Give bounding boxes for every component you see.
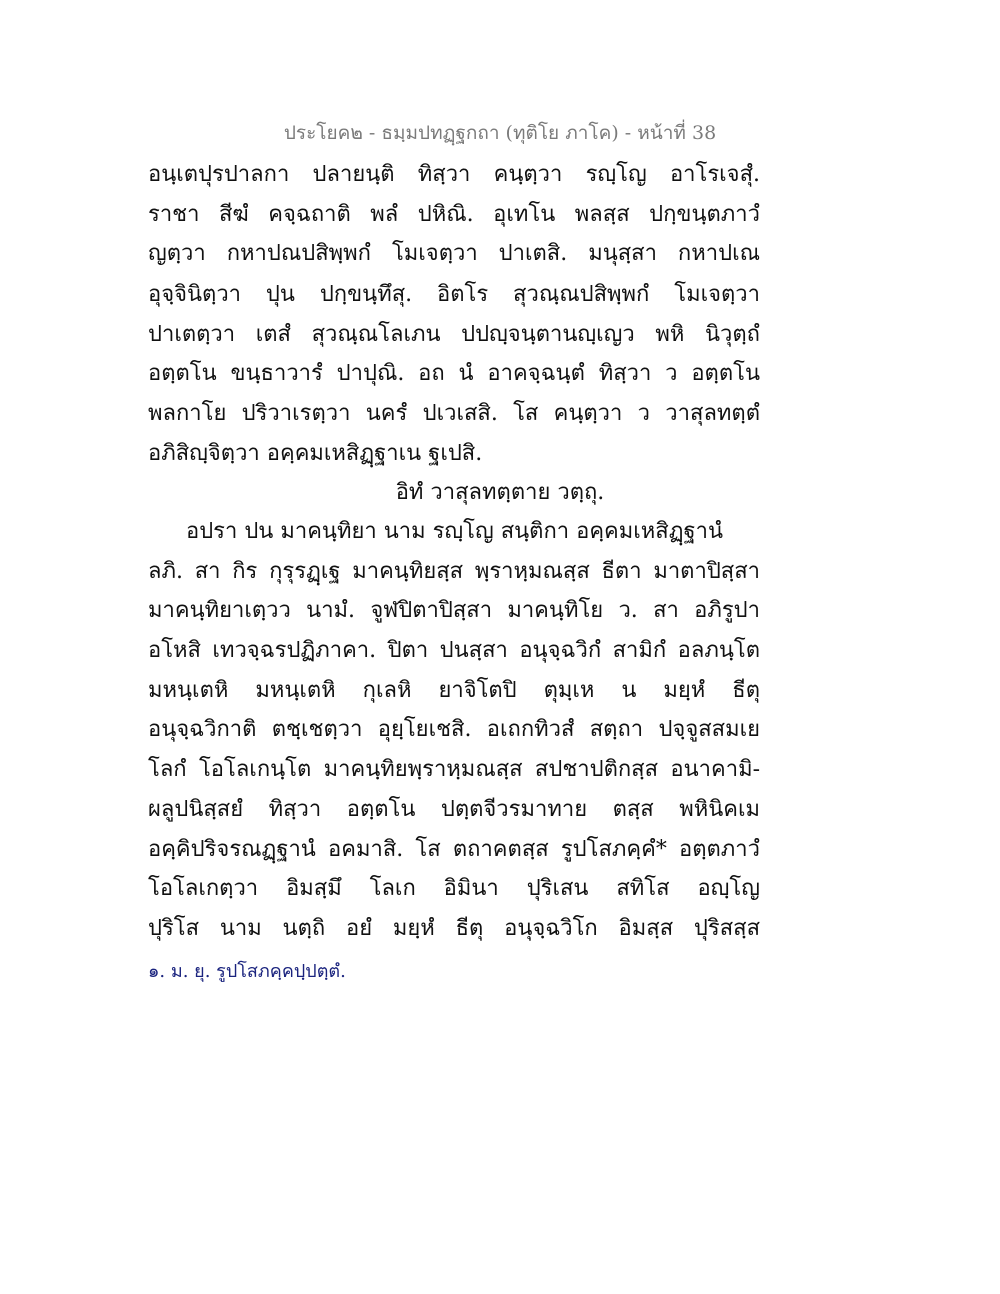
text-line-17: ผลูปนิสฺสยํ ทิสฺวา อตฺตโน ปตฺตจีวรมาทาย ตสฺส พหินิคเม (148, 797, 760, 822)
text-line-16: โลกํ โอโลเกนฺโต มาคนฺทิยพฺราหฺมณสฺส สปชาปติกสฺส อนาคามิ- (148, 757, 760, 782)
text-line-6: อตฺตโน ขนฺธาวารํ ปาปุณิ. อถ นํ อาคจฺฉนฺตํ ทิสฺวา ว อตฺตโน (148, 361, 760, 386)
section-end-title: อิทํ วาสุลทตฺตาย วตฺถุ. (395, 480, 605, 505)
text-line-5: ปาเตตฺวา เตสํ สุวณฺณโลเภน ปปญฺจนฺตานญฺเญว พหิ นิวุตฺถํ (148, 322, 760, 347)
footnote: ๑. ม. ยุ. รูปโสภคฺคปฺปตฺตํ. (148, 961, 346, 982)
text-line-4: อุจฺจินิตฺวา ปุน ปกฺขนฺทึสุ. อิตโร สุวณฺณปสิพฺพกํ โมเจตฺวา (148, 282, 760, 307)
text-line-19: โอโลเกตฺวา อิมสฺมึ โลเก อิมินา ปุริเสน สทิโส อญฺโญ (148, 876, 760, 901)
text-line-11: ลภิ. สา กิร กุรุรฏฺเฐ มาคนฺทิยสฺส พฺราหฺมณสฺส ธีตา มาตาปิสฺสา (148, 559, 760, 584)
text-line-20: ปุริโส นาม นตฺถิ อยํ มยฺหํ ธีตุ อนุจฺฉวิโก อิมสฺส ปุริสสฺส (148, 916, 760, 941)
text-line-2: ราชา สีฆํ คจฺฉถาติ พลํ ปหิณิ. อุเทโน พลสฺส ปกฺขนฺตภาวํ (148, 202, 760, 227)
text-line-13: อโหสิ เทวจฺฉรปฏิภาคา. ปิตา ปนสฺสา อนุจฺฉวิกํ สามิกํ อลภนฺโต (148, 638, 760, 663)
text-line-7: พลกาโย ปริวาเรตฺวา นครํ ปเวเสสิ. โส คนฺตฺวา ว วาสุลทตฺตํ (148, 401, 760, 426)
text-line-14: มหนฺเตหิ มหนฺเตหิ กุเลหิ ยาจิโตปิ ตุมฺเห น มยฺหํ ธีตุ (148, 678, 760, 703)
text-line-15: อนุจฺฉวิกาติ ตชฺเชตฺวา อุยฺโยเชสิ. อเถกทิวสํ สตฺถา ปจฺจูสสมเย (148, 717, 760, 742)
text-line-1: อนฺเตปุรปาลกา ปลายนฺติ ทิสฺวา คนฺตฺวา รญฺโญ อาโรเจสุํ. (148, 162, 760, 187)
page-header: ประโยค๒ - ธมฺมปทฏฺฐกถา (ทุติโย ภาโค) - หน้าที่ 38 (283, 122, 717, 144)
text-line-12: มาคนฺทิยาเตฺวว นามํ. จูฬปิตาปิสฺสา มาคนฺทิโย ว. สา อภิรูปา (148, 598, 760, 623)
text-line-18: อคฺคิปริจรณฏฺฐานํ อคมาสิ. โส ตถาคตสฺส รูปโสภคฺคํ* อตฺตภาวํ (148, 837, 760, 862)
paragraph-start-line: อปรา ปน มาคนฺทิยา นาม รญฺโญ สนฺติกา อคฺคมเหสิฏฺฐานํ (186, 519, 724, 544)
text-line-3: ญตฺวา กหาปณปสิพฺพกํ โมเจตฺวา ปาเตสิ. มนุสฺสา กหาปเณ (148, 241, 760, 266)
text-line-8: อภิสิญฺจิตฺวา อคฺคมเหสิฏฺฐาเน ฐเปสิ. (148, 441, 483, 466)
